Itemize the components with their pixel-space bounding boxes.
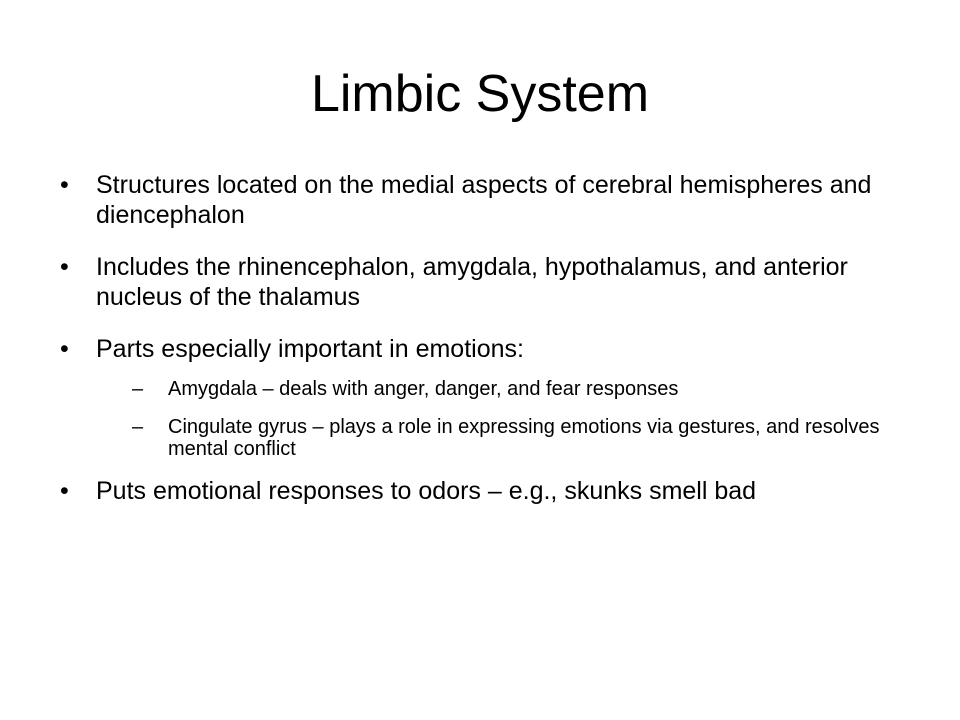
slide-title: Limbic System [310, 65, 650, 123]
sub-bullet-text: Cingulate gyrus – plays a role in expressing emotions via gestures, and resolves mental conflict [168, 416, 880, 460]
bullet-text: Includes the rhinencephalon, amygdala, hypothalamus, and anterior nucleus of the thalamus [96, 253, 848, 311]
bullet-item [0, 252, 960, 312]
sub-bullet-marker: – [132, 378, 144, 400]
bullet-text: Parts especially important in emotions: [96, 335, 524, 363]
bullet-marker: • [60, 171, 69, 199]
sub-bullet-item [132, 416, 900, 460]
bullet-text: Structures located on the medial aspects of cerebral hemispheres and diencephalon [96, 171, 872, 229]
sub-bullet-item [132, 378, 900, 400]
bullet-marker: • [60, 477, 69, 505]
sub-bullet-list [96, 378, 900, 460]
bullet-item [0, 170, 960, 230]
sub-bullet-marker: – [132, 416, 144, 438]
bullet-marker: • [60, 335, 69, 363]
bullet-item [0, 334, 960, 460]
sub-bullet-text: Amygdala – deals with anger, danger, and fear responses [168, 378, 679, 400]
bullet-list [0, 170, 960, 528]
bullet-item [0, 476, 960, 506]
bullet-marker: • [60, 253, 69, 281]
bullet-text: Puts emotional responses to odors – e.g., skunks smell bad [96, 477, 757, 505]
